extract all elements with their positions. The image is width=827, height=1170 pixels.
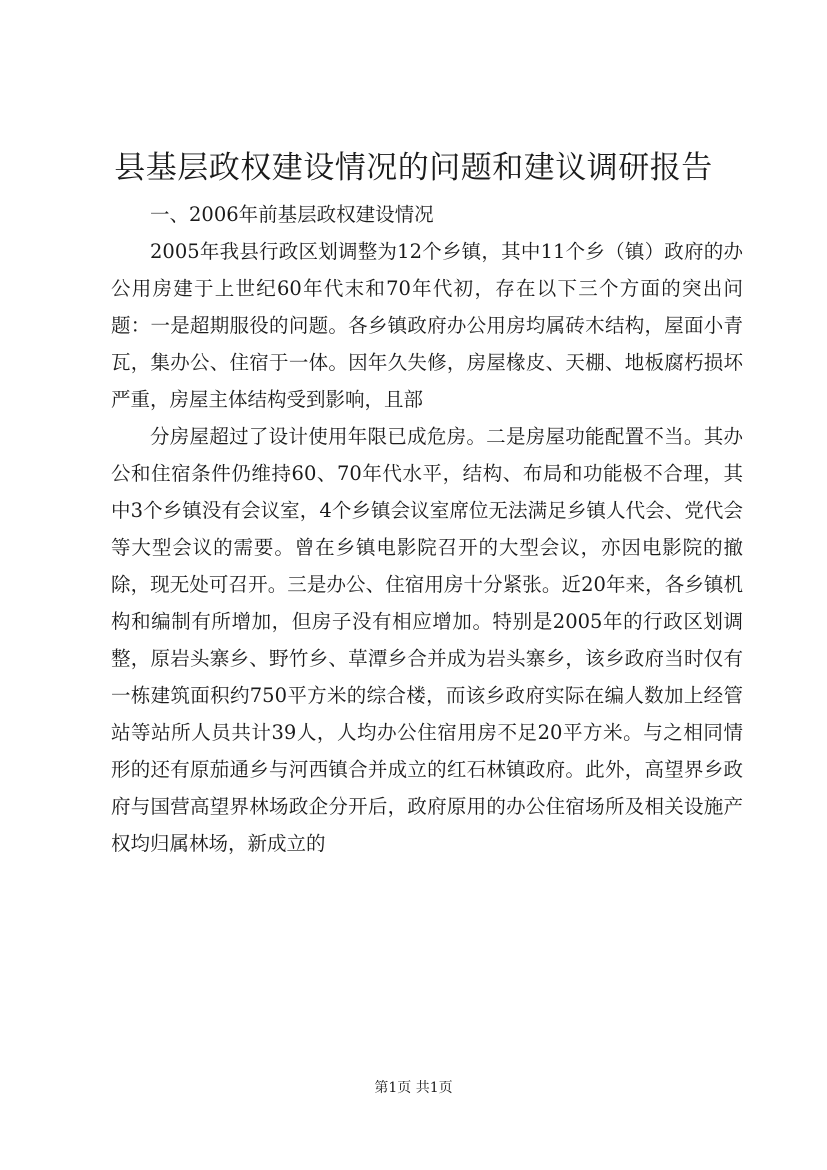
section-heading: 一、2006年前基层政权建设情况 xyxy=(150,203,434,226)
document-title: 县基层政权建设情况的问题和建议调研报告 xyxy=(114,150,713,186)
page-footer: 第1页 共1页 xyxy=(374,1080,453,1096)
document-body xyxy=(111,196,743,862)
body-paragraph: 2005年我县行政区划调整为12个乡镇，其中11个乡（镇）政府的办公用房建于上世纪60年代末和70年代初，存在以下三个方面的突出问题：一是超期服役的问题。各乡镇政府办公用房均属砖木结构，屋面小青瓦，集办公、住宿于一体。因年久失修，房屋椽皮、天棚、地板腐朽损坏严重，房屋主体结构受到影响，且部 xyxy=(111,240,743,411)
body-paragraph: 分房屋超过了设计使用年限已成危房。二是房屋功能配置不当。其办公和住宿条件仍维持60、70年代水平，结构、布局和功能极不合理，其中3个乡镇没有会议室，4个乡镇会议室席位无法满足乡镇人代会、党代会等大型会议的需要。曾在乡镇电影院召开的大型会议，亦因电影院的撤除，现无处可召开。三是办公、住宿用房十分紧张。近20年来，各乡镇机构和编制有所增加，但房子没有相应增加。特别是2005年的行政区划调整，原岩头寨乡、野竹乡、草潭乡合并成为岩头寨乡，该乡政府当时仅有一栋建筑面积约750平方米的综合楼，而该乡政府实际在编人数加上经管站等站所人员共计39人，人均办公住宿用房不足20平方米。与之相同情形的还有原茄通乡与河西镇合并成立的红石林镇政府。此外，高望界乡政府与国营高望界林场政企分开后，政府原用的办公住宿场所及相关设施产权均归属林场，新成立的 xyxy=(111,425,743,855)
